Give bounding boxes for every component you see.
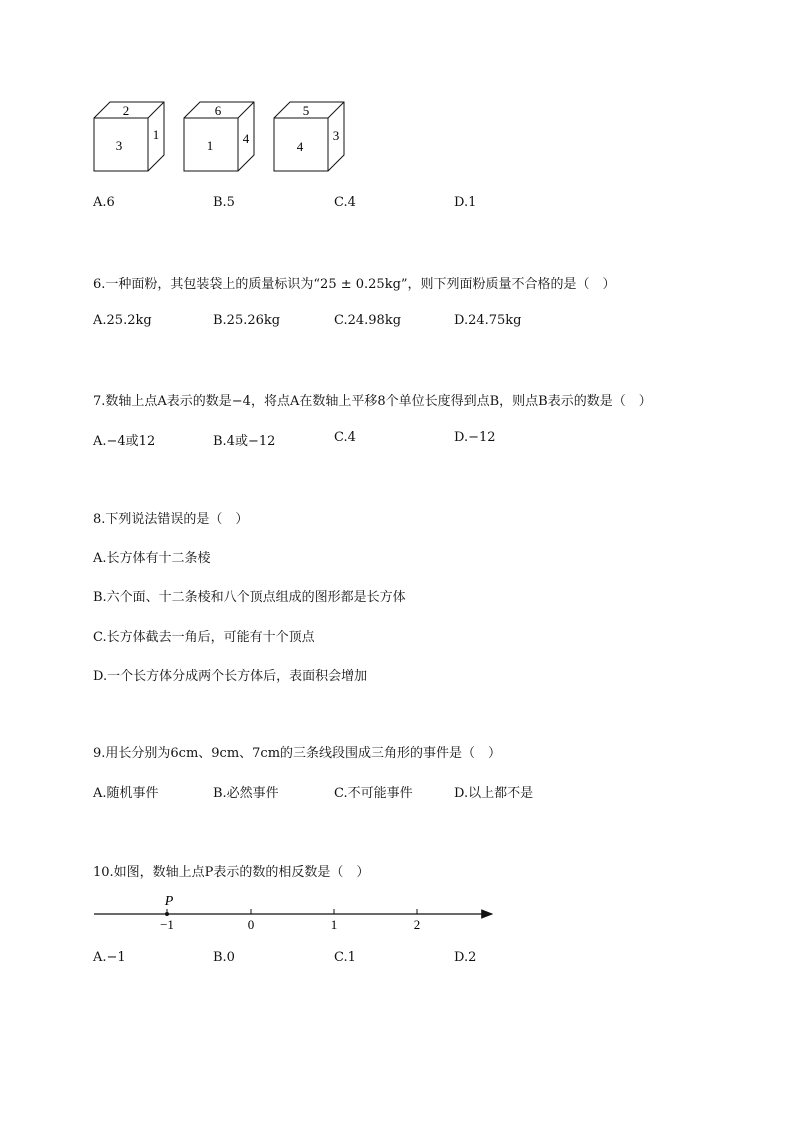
q5-option-c[interactable]: C.4 xyxy=(334,195,356,210)
q7-option-c[interactable]: C.4 xyxy=(334,430,356,445)
q8-stem: 8.下列说法错误的是（ ） xyxy=(93,512,249,527)
q5-option-a[interactable]: A.6 xyxy=(93,195,115,210)
q9-option-a[interactable]: A.随机事件 xyxy=(93,786,159,801)
cube-3-front: 4 xyxy=(296,139,304,154)
cube-2-right: 4 xyxy=(242,131,250,146)
q7-option-b[interactable]: B.4或−12 xyxy=(213,434,276,449)
number-line-figure xyxy=(90,890,500,940)
cube-1-front: 3 xyxy=(115,138,123,153)
cube-1-top: 2 xyxy=(122,103,130,118)
q10-option-b[interactable]: B.0 xyxy=(213,950,235,965)
q9-option-b[interactable]: B.必然事件 xyxy=(213,786,279,801)
q7-option-a[interactable]: A.−4或12 xyxy=(93,434,156,449)
q8-option-a[interactable]: A.长方体有十二条棱 xyxy=(93,551,211,566)
q6-option-a[interactable]: A.25.2kg xyxy=(93,313,152,328)
q7-stem: 7.数轴上点A表示的数是−4，将点A在数轴上平移8个单位长度得到点B，则点B表示的数是（ ） xyxy=(93,394,652,409)
cube-3-top: 5 xyxy=(302,103,310,118)
q7-option-d[interactable]: D.−12 xyxy=(454,430,496,445)
q5-option-b[interactable]: B.5 xyxy=(213,195,235,210)
q6-stem: 6.一种面粉，其包装袋上的质量标识为“25 ± 0.25kg”，则下列面粉质量不合格的是（ ） xyxy=(93,277,616,292)
tick-label-minus-1: −1 xyxy=(160,917,174,932)
cubes-figure xyxy=(90,96,360,176)
cube-2-front: 1 xyxy=(206,138,214,153)
q6-option-d[interactable]: D.24.75kg xyxy=(454,313,522,328)
cube-2-top: 6 xyxy=(214,103,222,118)
cube-3-right: 3 xyxy=(332,128,340,143)
point-p-label: P xyxy=(164,894,174,909)
q8-option-b[interactable]: B.六个面、十二条棱和八个顶点组成的图形都是长方体 xyxy=(93,590,406,605)
q9-option-d[interactable]: D.以上都不是 xyxy=(454,786,534,801)
q8-option-c[interactable]: C.长方体截去一角后，可能有十个顶点 xyxy=(93,630,315,645)
tick-label-2: 2 xyxy=(413,917,421,932)
q6-option-c[interactable]: C.24.98kg xyxy=(334,313,402,328)
point-p-dot xyxy=(165,912,169,916)
cube-1-right: 1 xyxy=(152,127,160,142)
tick-label-0: 0 xyxy=(247,917,255,932)
q10-stem: 10.如图，数轴上点P表示的数的相反数是（ ） xyxy=(93,865,370,880)
q8-option-d[interactable]: D.一个长方体分成两个长方体后，表面积会增加 xyxy=(93,669,368,684)
q10-option-c[interactable]: C.1 xyxy=(334,950,356,965)
q5-option-d[interactable]: D.1 xyxy=(454,195,477,210)
tick-label-1: 1 xyxy=(330,917,338,932)
q10-option-a[interactable]: A.−1 xyxy=(93,950,126,965)
q6-option-b[interactable]: B.25.26kg xyxy=(213,313,281,328)
q9-stem: 9.用长分别为6cm、9cm、7cm的三条线段围成三角形的事件是（ ） xyxy=(93,746,502,761)
q10-option-d[interactable]: D.2 xyxy=(454,950,477,965)
q9-option-c[interactable]: C.不可能事件 xyxy=(334,786,413,801)
